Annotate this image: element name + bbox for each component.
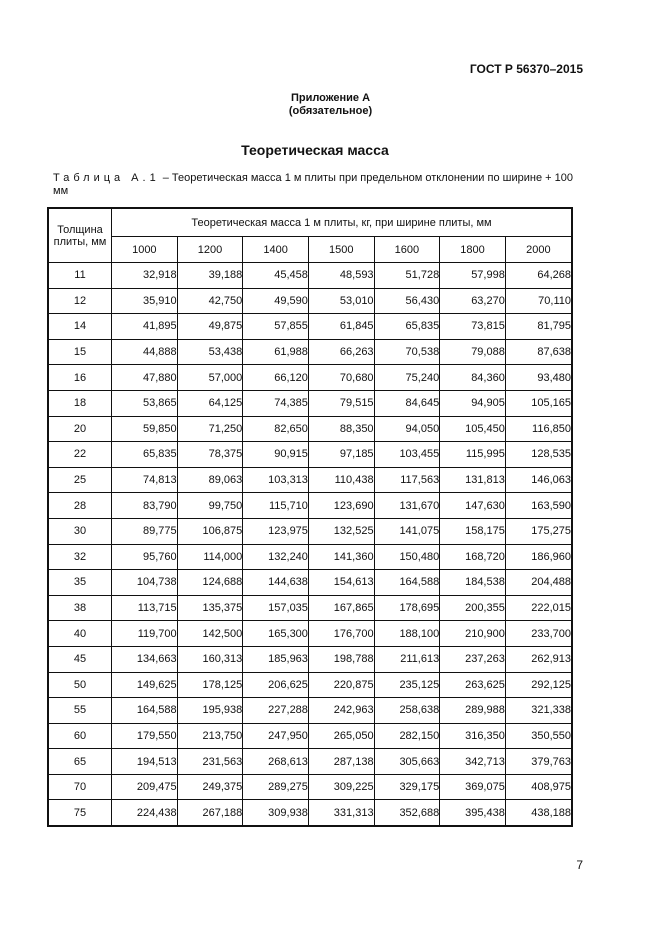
mass-cell: 231,563: [177, 749, 243, 775]
table-row: [48, 774, 572, 800]
mass-cell: 116,850: [505, 416, 572, 442]
mass-cell: 63,270: [440, 288, 506, 314]
mass-cell: 220,875: [308, 672, 374, 698]
mass-cell: 165,300: [243, 621, 309, 647]
mass-cell: 71,250: [177, 416, 243, 442]
mass-cell: 331,313: [308, 800, 374, 826]
table-row: [48, 570, 572, 596]
mass-cell: 237,263: [440, 646, 506, 672]
thickness-header: Толщина плиты, мм: [48, 208, 112, 263]
mass-cell: 84,360: [440, 365, 506, 391]
mass-cell: 309,938: [243, 800, 309, 826]
mass-cell: 131,813: [440, 467, 506, 493]
section-title: Теоретическая масса: [241, 142, 389, 158]
mass-cell: 32,918: [112, 263, 178, 289]
mass-cell: 321,338: [505, 698, 572, 724]
table-row: [48, 646, 572, 672]
mass-cell: 268,613: [243, 749, 309, 775]
mass-cell: 175,275: [505, 518, 572, 544]
mass-cell: 48,593: [308, 263, 374, 289]
mass-cell: 75,240: [374, 365, 440, 391]
thickness-cell: 38: [48, 595, 112, 621]
mass-cell: 247,950: [243, 723, 309, 749]
table-row: [48, 698, 572, 724]
mass-cell: 287,138: [308, 749, 374, 775]
mass-cell: 119,700: [112, 621, 178, 647]
thickness-cell: 45: [48, 646, 112, 672]
width-header-cell: 2000: [505, 237, 572, 263]
mass-table: [47, 207, 573, 827]
thickness-cell: 75: [48, 800, 112, 826]
appendix-heading: [0, 92, 661, 118]
table-label: Таблица А.1: [53, 172, 160, 184]
mass-cell: 263,625: [440, 672, 506, 698]
mass-cell: 128,535: [505, 442, 572, 468]
thickness-cell: 70: [48, 774, 112, 800]
table-row: [48, 595, 572, 621]
mass-cell: 53,438: [177, 339, 243, 365]
mass-cell: 79,515: [308, 390, 374, 416]
mass-cell: 124,688: [177, 570, 243, 596]
mass-cell: 262,913: [505, 646, 572, 672]
mass-cell: 123,690: [308, 493, 374, 519]
mass-cell: 93,480: [505, 365, 572, 391]
thickness-cell: 14: [48, 314, 112, 340]
mass-cell: 194,513: [112, 749, 178, 775]
mass-cell: 233,700: [505, 621, 572, 647]
thickness-cell: 30: [48, 518, 112, 544]
table-row: [48, 621, 572, 647]
thickness-cell: 55: [48, 698, 112, 724]
mass-cell: 73,815: [440, 314, 506, 340]
mass-cell: 113,715: [112, 595, 178, 621]
mass-cell: 44,888: [112, 339, 178, 365]
mass-cell: 242,963: [308, 698, 374, 724]
table-row: [48, 518, 572, 544]
table-row: [48, 800, 572, 826]
mass-cell: 66,263: [308, 339, 374, 365]
mass-cell: 89,063: [177, 467, 243, 493]
mass-cell: 179,550: [112, 723, 178, 749]
mass-cell: 65,835: [112, 442, 178, 468]
mass-cell: 117,563: [374, 467, 440, 493]
mass-cell: 70,110: [505, 288, 572, 314]
mass-cell: 206,625: [243, 672, 309, 698]
table-row: [48, 493, 572, 519]
table-row: [48, 390, 572, 416]
mass-cell: 329,175: [374, 774, 440, 800]
mass-cell: 258,638: [374, 698, 440, 724]
mass-cell: 160,313: [177, 646, 243, 672]
mass-cell: 59,850: [112, 416, 178, 442]
mass-group-header: Теоретическая масса 1 м плиты, кг, при ширине плиты, мм: [112, 208, 573, 237]
mass-cell: 350,550: [505, 723, 572, 749]
width-header-cell: 1800: [440, 237, 506, 263]
mass-cell: 97,185: [308, 442, 374, 468]
mass-cell: 104,738: [112, 570, 178, 596]
mass-cell: 99,750: [177, 493, 243, 519]
thickness-cell: 15: [48, 339, 112, 365]
mass-cell: 81,795: [505, 314, 572, 340]
mass-cell: 213,750: [177, 723, 243, 749]
mass-cell: 42,750: [177, 288, 243, 314]
table-row: [48, 416, 572, 442]
thickness-cell: 40: [48, 621, 112, 647]
thickness-cell: 35: [48, 570, 112, 596]
mass-cell: 195,938: [177, 698, 243, 724]
mass-cell: 157,035: [243, 595, 309, 621]
mass-cell: 168,720: [440, 544, 506, 570]
mass-cell: 94,905: [440, 390, 506, 416]
width-header-row: [48, 237, 572, 263]
mass-cell: 105,165: [505, 390, 572, 416]
standard-designation: ГОСТ Р 56370–2015: [469, 62, 583, 76]
mass-cell: 163,590: [505, 493, 572, 519]
mass-cell: 249,375: [177, 774, 243, 800]
table-row: [48, 288, 572, 314]
mass-cell: 132,525: [308, 518, 374, 544]
mass-cell: 150,480: [374, 544, 440, 570]
mass-cell: 56,430: [374, 288, 440, 314]
mass-cell: 45,458: [243, 263, 309, 289]
mass-cell: 309,225: [308, 774, 374, 800]
mass-cell: 57,998: [440, 263, 506, 289]
mass-cell: 267,188: [177, 800, 243, 826]
thickness-cell: 20: [48, 416, 112, 442]
thickness-cell: 16: [48, 365, 112, 391]
mass-cell: 90,915: [243, 442, 309, 468]
mass-cell: 53,010: [308, 288, 374, 314]
mass-cell: 131,670: [374, 493, 440, 519]
mass-cell: 70,538: [374, 339, 440, 365]
mass-cell: 141,360: [308, 544, 374, 570]
mass-cell: 176,700: [308, 621, 374, 647]
mass-cell: 316,350: [440, 723, 506, 749]
mass-cell: 82,650: [243, 416, 309, 442]
mass-cell: 289,275: [243, 774, 309, 800]
mass-cell: 49,590: [243, 288, 309, 314]
mass-cell: 79,088: [440, 339, 506, 365]
mass-cell: 53,865: [112, 390, 178, 416]
mass-cell: 84,645: [374, 390, 440, 416]
mass-cell: 209,475: [112, 774, 178, 800]
thickness-cell: 32: [48, 544, 112, 570]
thickness-cell: 22: [48, 442, 112, 468]
mass-cell: 94,050: [374, 416, 440, 442]
table-row: [48, 467, 572, 493]
mass-cell: 204,488: [505, 570, 572, 596]
thickness-cell: 25: [48, 467, 112, 493]
mass-cell: 292,125: [505, 672, 572, 698]
mass-cell: 64,125: [177, 390, 243, 416]
width-header-cell: 1400: [243, 237, 309, 263]
mass-cell: 408,975: [505, 774, 572, 800]
table-body: [48, 263, 572, 827]
width-header-cell: 1200: [177, 237, 243, 263]
table-row: [48, 749, 572, 775]
mass-cell: 224,438: [112, 800, 178, 826]
mass-cell: 110,438: [308, 467, 374, 493]
mass-cell: 65,835: [374, 314, 440, 340]
thickness-cell: 60: [48, 723, 112, 749]
table-row: [48, 723, 572, 749]
mass-cell: 70,680: [308, 365, 374, 391]
mass-cell: 379,763: [505, 749, 572, 775]
table-row: [48, 314, 572, 340]
mass-cell: 369,075: [440, 774, 506, 800]
mass-cell: 74,385: [243, 390, 309, 416]
mass-cell: 41,895: [112, 314, 178, 340]
mass-cell: 167,865: [308, 595, 374, 621]
mass-cell: 178,695: [374, 595, 440, 621]
table-row: [48, 365, 572, 391]
table-row: [48, 263, 572, 289]
mass-cell: 185,963: [243, 646, 309, 672]
mass-cell: 141,075: [374, 518, 440, 544]
mass-cell: 178,125: [177, 672, 243, 698]
mass-cell: 395,438: [440, 800, 506, 826]
table-caption: [53, 172, 588, 198]
mass-cell: 64,268: [505, 263, 572, 289]
mass-cell: 146,063: [505, 467, 572, 493]
mass-cell: 105,450: [440, 416, 506, 442]
mass-cell: 134,663: [112, 646, 178, 672]
mass-cell: 57,000: [177, 365, 243, 391]
thickness-cell: 11: [48, 263, 112, 289]
mass-cell: 135,375: [177, 595, 243, 621]
mass-cell: 184,538: [440, 570, 506, 596]
mass-cell: 147,630: [440, 493, 506, 519]
mass-cell: 210,900: [440, 621, 506, 647]
width-header-cell: 1600: [374, 237, 440, 263]
mass-cell: 352,688: [374, 800, 440, 826]
mass-cell: 88,350: [308, 416, 374, 442]
table-row: [48, 442, 572, 468]
thickness-cell: 18: [48, 390, 112, 416]
mass-cell: 342,713: [440, 749, 506, 775]
mass-cell: 164,588: [374, 570, 440, 596]
mass-cell: 289,988: [440, 698, 506, 724]
mass-cell: 57,855: [243, 314, 309, 340]
mass-cell: 103,313: [243, 467, 309, 493]
mass-cell: 95,760: [112, 544, 178, 570]
mass-cell: 200,355: [440, 595, 506, 621]
table-row: [48, 544, 572, 570]
mass-cell: 51,728: [374, 263, 440, 289]
mass-cell: 49,875: [177, 314, 243, 340]
mass-cell: 47,880: [112, 365, 178, 391]
mass-cell: 123,975: [243, 518, 309, 544]
mass-cell: 305,663: [374, 749, 440, 775]
thickness-cell: 12: [48, 288, 112, 314]
mass-cell: 164,588: [112, 698, 178, 724]
table-row: [48, 672, 572, 698]
mass-cell: 265,050: [308, 723, 374, 749]
mass-cell: 89,775: [112, 518, 178, 544]
mass-cell: 114,000: [177, 544, 243, 570]
mass-cell: 66,120: [243, 365, 309, 391]
mass-cell: 87,638: [505, 339, 572, 365]
mass-cell: 132,240: [243, 544, 309, 570]
table-row: [48, 339, 572, 365]
mass-cell: 103,455: [374, 442, 440, 468]
mass-cell: 83,790: [112, 493, 178, 519]
mass-cell: 106,875: [177, 518, 243, 544]
mass-cell: 198,788: [308, 646, 374, 672]
mass-cell: 227,288: [243, 698, 309, 724]
table-caption-text: – Теоретическая масса 1 м плиты при предельном отклонении по ширине + 100 мм: [53, 172, 573, 197]
width-header-cell: 1000: [112, 237, 178, 263]
page-number: 7: [576, 858, 583, 872]
mass-cell: 149,625: [112, 672, 178, 698]
thickness-cell: 28: [48, 493, 112, 519]
mass-cell: 211,613: [374, 646, 440, 672]
mass-cell: 115,710: [243, 493, 309, 519]
mass-cell: 78,375: [177, 442, 243, 468]
mass-cell: 282,150: [374, 723, 440, 749]
mass-cell: 188,100: [374, 621, 440, 647]
thickness-cell: 50: [48, 672, 112, 698]
mass-cell: 61,845: [308, 314, 374, 340]
mass-cell: 74,813: [112, 467, 178, 493]
mass-cell: 186,960: [505, 544, 572, 570]
mass-cell: 39,188: [177, 263, 243, 289]
appendix-status: (обязательное): [288, 105, 373, 117]
mass-cell: 115,995: [440, 442, 506, 468]
mass-cell: 154,613: [308, 570, 374, 596]
mass-cell: 35,910: [112, 288, 178, 314]
mass-cell: 61,988: [243, 339, 309, 365]
thickness-cell: 65: [48, 749, 112, 775]
appendix-title: Приложение А: [290, 92, 371, 104]
mass-cell: 142,500: [177, 621, 243, 647]
mass-cell: 235,125: [374, 672, 440, 698]
width-header-cell: 1500: [308, 237, 374, 263]
mass-cell: 144,638: [243, 570, 309, 596]
mass-cell: 158,175: [440, 518, 506, 544]
mass-cell: 438,188: [505, 800, 572, 826]
mass-cell: 222,015: [505, 595, 572, 621]
